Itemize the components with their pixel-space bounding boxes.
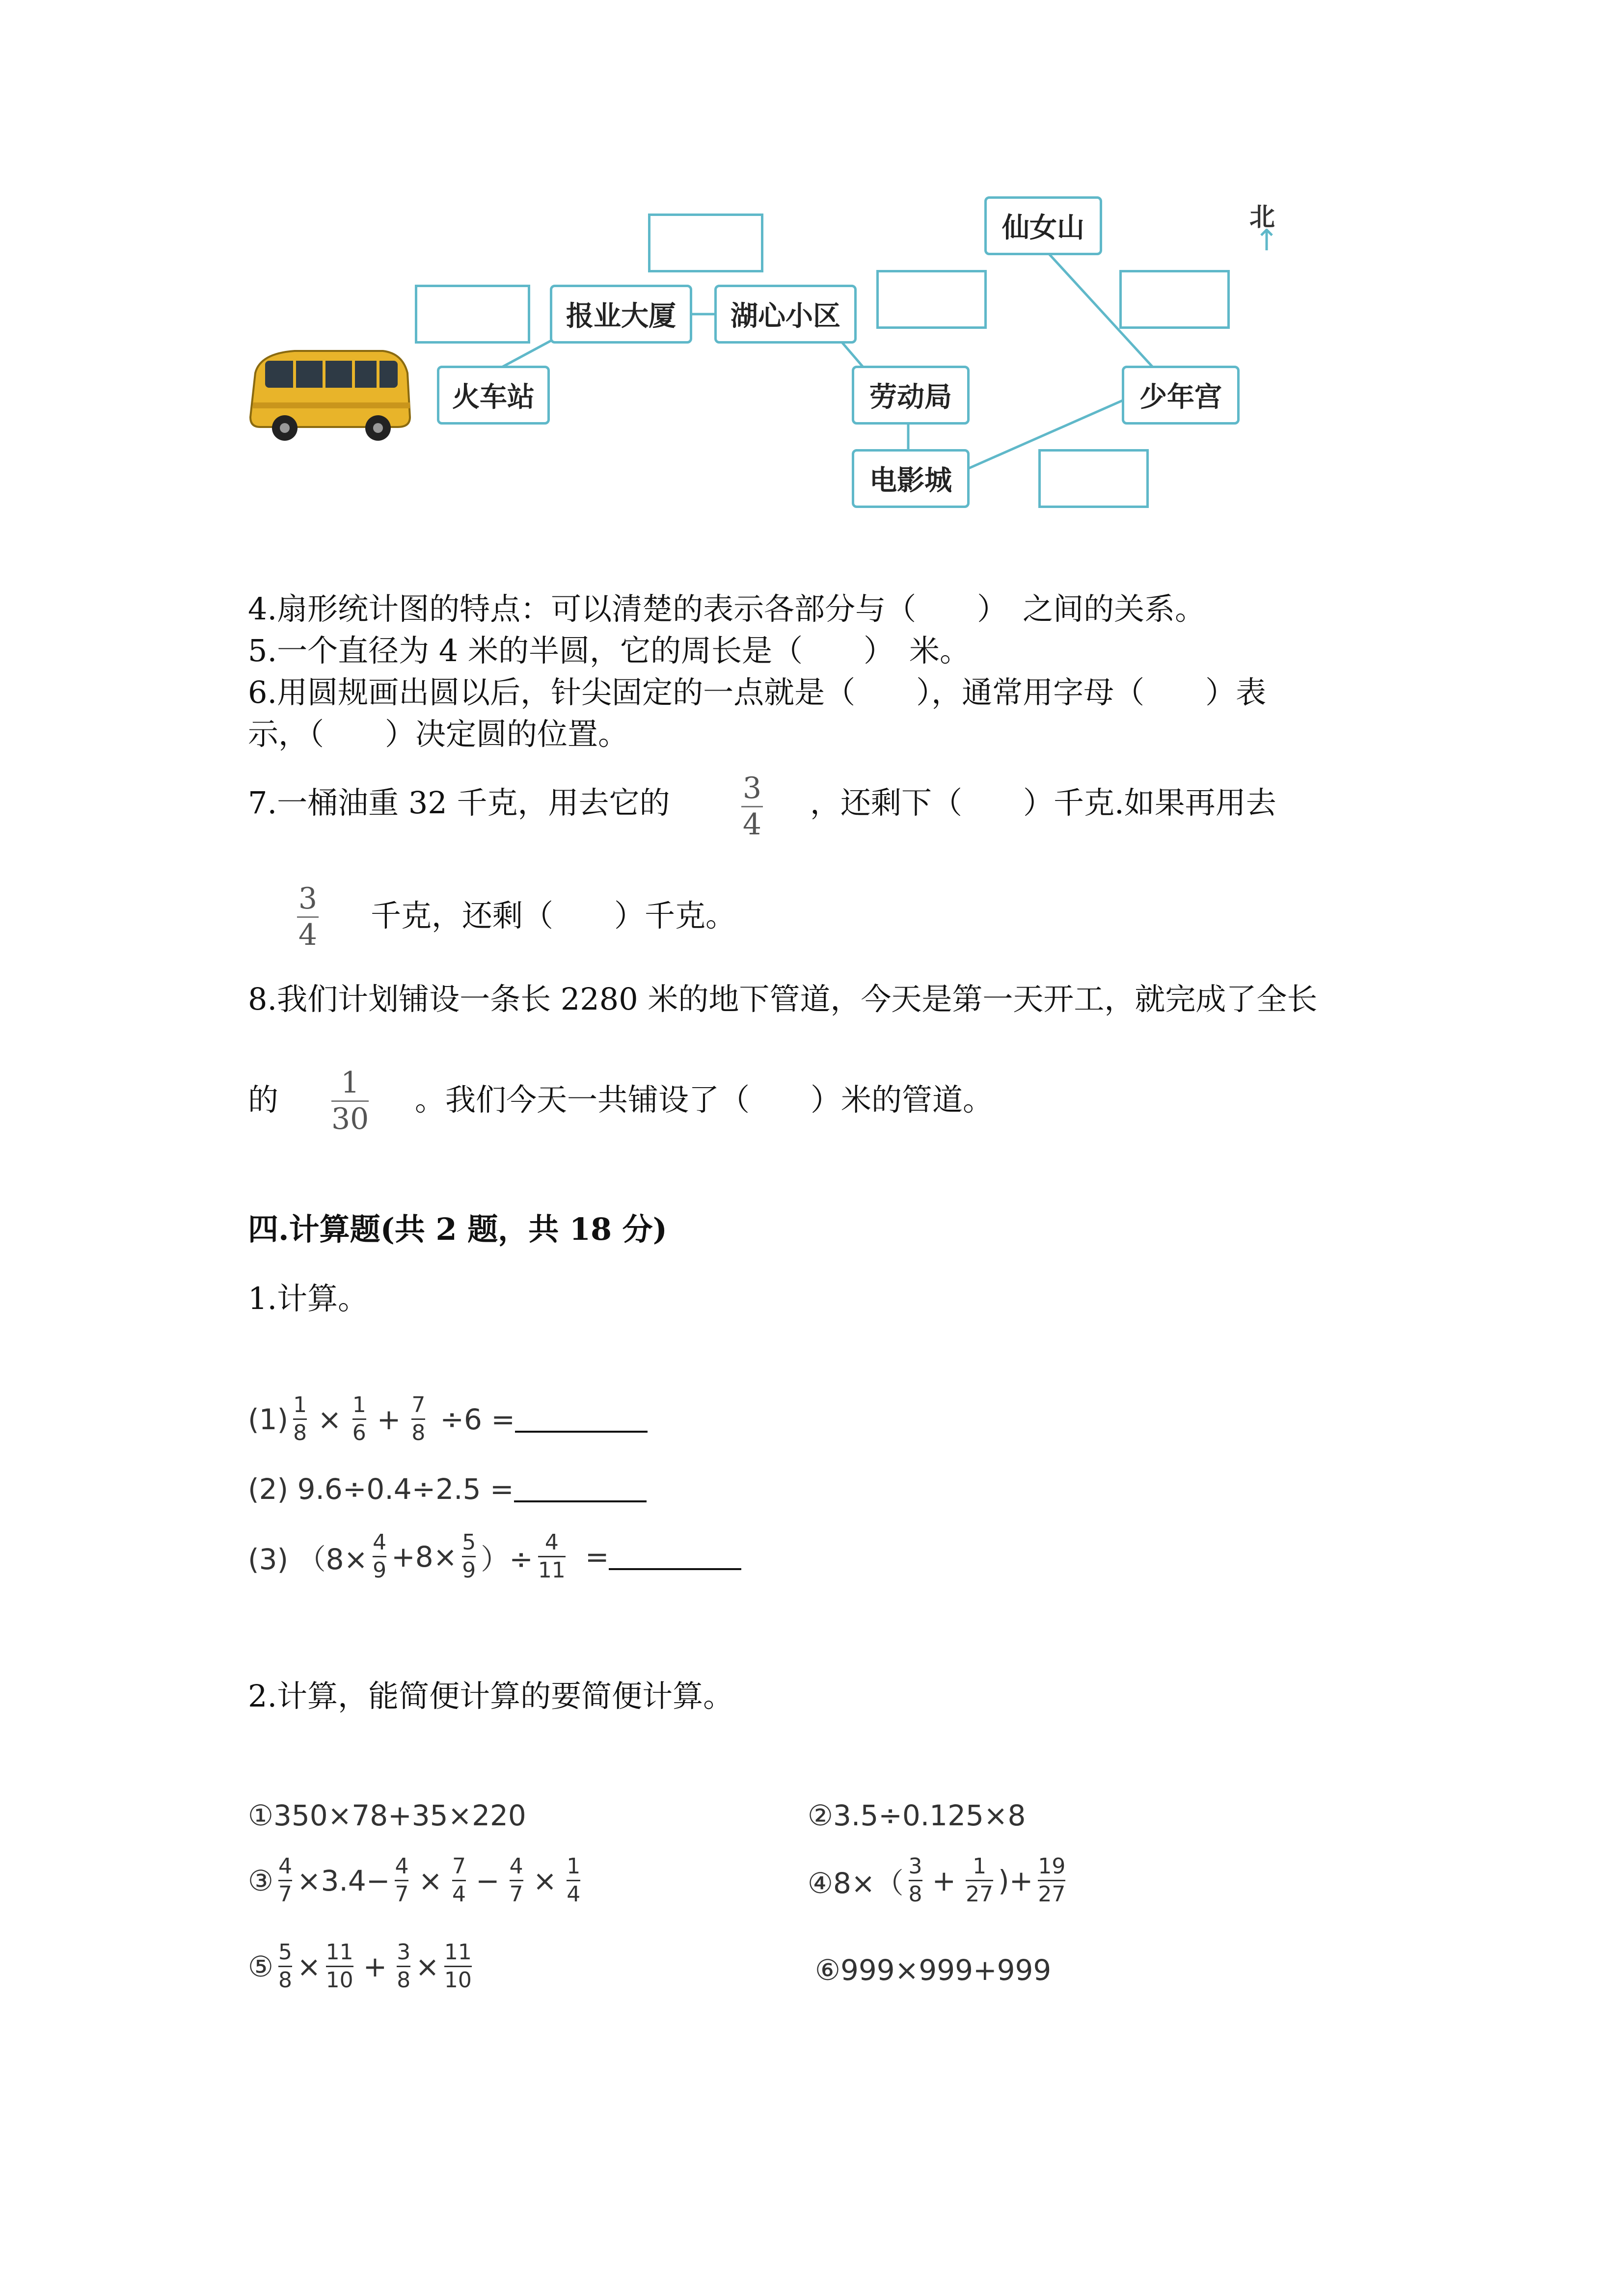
map-connection-lines (0, 0, 1624, 540)
calc-item-1-label: (1) (248, 1402, 289, 1436)
frac-numerator: 5 (278, 1940, 292, 1965)
frac-numerator: 4 (373, 1530, 387, 1555)
frac-denominator: 8 (293, 1420, 307, 1446)
calc2-item-3-label: ③ (248, 1864, 273, 1897)
map-place-newspaper-building: 报业大厦 (550, 285, 692, 344)
frac-denominator: 8 (397, 1968, 411, 1993)
calc-question-1-title: 1.计算。 (248, 1281, 369, 1316)
question-8-part2: 。我们今天一共铺设了（ ）米的管道。 (415, 1082, 994, 1118)
frac-denominator: 30 (331, 1102, 369, 1136)
calc2-item-3 (248, 1855, 585, 1906)
frac-denominator: 10 (325, 1968, 353, 1993)
operator: + (932, 1864, 956, 1897)
operator: + (377, 1402, 401, 1436)
calc-item-3-label: (3) （8× (248, 1542, 368, 1576)
calc-item-3-tail-b: = (585, 1540, 609, 1574)
operator: × (415, 1949, 439, 1983)
frac-denominator: 27 (1038, 1882, 1066, 1907)
operator: )+ (998, 1864, 1033, 1897)
frac-numerator: 3 (298, 881, 318, 916)
question-7-part3: 千克，还剩（ ）千克。 (371, 898, 736, 934)
operator: × (418, 1864, 443, 1897)
map-place-youth-palace: 少年宫 (1122, 366, 1240, 425)
frac-denominator: 4 (452, 1882, 466, 1907)
map-blank-box-5[interactable] (1038, 449, 1149, 508)
north-label: 北 (1249, 203, 1275, 232)
answer-blank-2[interactable] (514, 1476, 647, 1502)
map-place-labor-bureau: 劳动局 (852, 366, 970, 425)
calc-item-2 (248, 1472, 647, 1506)
frac-numerator: 1 (341, 1066, 360, 1100)
map-blank-box-2[interactable] (648, 214, 763, 272)
calc-item-3-tail-a: ）÷ (481, 1542, 533, 1576)
frac-numerator: 5 (462, 1530, 476, 1555)
frac-numerator: 4 (509, 1854, 523, 1879)
frac-denominator: 9 (462, 1558, 476, 1583)
operator: × (297, 1949, 321, 1983)
frac-denominator: 27 (966, 1882, 994, 1907)
section-4-title: 四.计算题(共 2 题，共 18 分) (248, 1211, 668, 1247)
map-blank-box-3[interactable] (876, 270, 987, 329)
question-7-fraction1 (736, 773, 768, 840)
map-place-fairy-mountain: 仙女山 (984, 196, 1102, 255)
calc2-item-1: ①350×78+35×220 (248, 1799, 526, 1832)
frac-denominator: 8 (908, 1882, 922, 1907)
frac-numerator: 1 (567, 1854, 581, 1879)
operator: + (363, 1949, 387, 1983)
frac-numerator: 1 (352, 1392, 366, 1417)
frac-numerator: 1 (293, 1392, 307, 1417)
frac-denominator: 4 (742, 807, 762, 842)
operator: − (476, 1864, 500, 1897)
frac-denominator: 8 (411, 1420, 426, 1446)
frac-numerator: 4 (544, 1530, 559, 1555)
question-4: 4.扇形统计图的特点：可以清楚的表示各部分与（ ） 之间的关系。 (248, 591, 1206, 627)
frac-numerator: 19 (1038, 1854, 1066, 1879)
calc2-item-4 (808, 1855, 1070, 1906)
question-8-line1: 8.我们计划铺设一条长 2280 米的地下管道，今天是第一天开工，就完成了全长 (248, 981, 1318, 1017)
calc2-item-4-label: ④8×（ (808, 1866, 904, 1900)
calc-question-2-title: 2.计算，能简便计算的要简便计算。 (248, 1678, 734, 1714)
frac-denominator: 9 (373, 1558, 387, 1583)
map-place-train-station: 火车站 (437, 366, 550, 425)
bus-icon (245, 344, 412, 442)
question-7-fraction2 (292, 883, 324, 951)
calc-item-3-mid: +8× (391, 1540, 458, 1574)
frac-denominator: 7 (278, 1882, 292, 1907)
north-arrow-icon: ↑ (1254, 223, 1279, 258)
frac-numerator: 1 (973, 1854, 987, 1879)
answer-blank-3[interactable] (609, 1544, 741, 1570)
calc2-item-6: ⑥999×999+999 (815, 1953, 1052, 1987)
frac-numerator: 3 (397, 1940, 411, 1965)
question-8-fraction (326, 1068, 374, 1135)
calc2-item-5-label: ⑤ (248, 1949, 273, 1983)
frac-denominator: 8 (278, 1968, 292, 1993)
question-8-part1: 的 (248, 1082, 279, 1118)
frac-numerator: 7 (411, 1392, 426, 1417)
frac-denominator: 4 (298, 918, 318, 952)
frac-denominator: 7 (509, 1882, 523, 1907)
frac-denominator: 7 (395, 1882, 409, 1907)
frac-numerator: 4 (395, 1854, 409, 1879)
map-blank-box-4[interactable] (1119, 270, 1230, 329)
frac-numerator: 11 (325, 1940, 353, 1965)
frac-denominator: 11 (538, 1558, 566, 1583)
frac-denominator: 6 (352, 1420, 366, 1446)
frac-numerator: 11 (444, 1940, 472, 1965)
calc-item-1 (248, 1394, 648, 1444)
question-7-part1: 7.一桶油重 32 千克，用去它的 (248, 785, 670, 821)
operator: ×3.4− (297, 1864, 390, 1897)
map-place-cinema: 电影城 (852, 449, 970, 508)
frac-denominator: 4 (567, 1882, 581, 1907)
frac-numerator: 3 (742, 771, 762, 805)
operator: × (533, 1864, 557, 1897)
question-7-part2: ，还剩下（ ）千克.如果再用去 (810, 785, 1276, 821)
frac-numerator: 4 (278, 1854, 292, 1879)
frac-numerator: 3 (908, 1854, 922, 1879)
calc-item-2-text: (2) 9.6÷0.4÷2.5 = (248, 1472, 514, 1506)
question-6-line2: 示，（ ）决定圆的位置。 (248, 716, 629, 752)
answer-blank-1[interactable] (515, 1406, 648, 1433)
operator: × (318, 1402, 342, 1436)
question-6-line1: 6.用圆规画出圆以后，针尖固定的一点就是（ ），通常用字母（ ）表 (248, 674, 1267, 710)
map-place-lakeside-community: 湖心小区 (714, 285, 857, 344)
calc-item-3 (248, 1531, 741, 1582)
calc-item-1-tail: ÷6 = (440, 1402, 515, 1436)
frac-numerator: 7 (452, 1854, 466, 1879)
map-blank-box-1[interactable] (415, 285, 530, 344)
frac-denominator: 10 (444, 1968, 472, 1993)
calc2-item-2: ②3.5÷0.125×8 (808, 1799, 1026, 1832)
calc2-item-5 (248, 1941, 477, 1992)
question-5: 5.一个直径为 4 米的半圆，它的周长是（ ） 米。 (248, 633, 971, 668)
